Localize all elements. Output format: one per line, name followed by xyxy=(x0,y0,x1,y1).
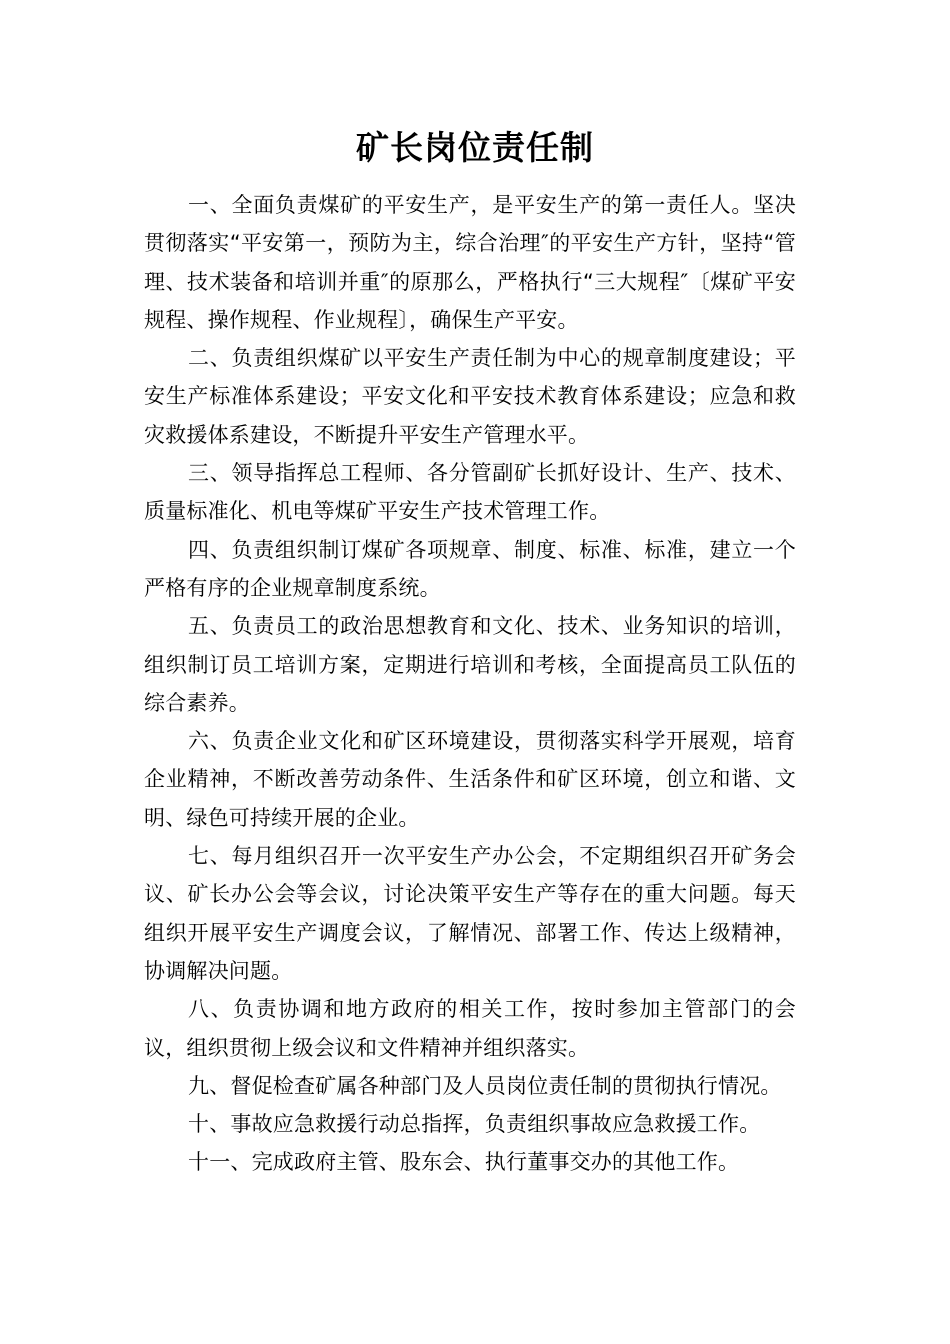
clause-8: 八、负责协调和地方政府的相关工作，按时参加主管部门的会议，组织贯彻上级会议和文件精神并组织落实。 xyxy=(144,997,796,1060)
clause-11: 十一、完成政府主管、股东会、执行董事交办的其他工作。 xyxy=(188,1150,740,1175)
clause-9: 九、督促检查矿属各种部门及人员岗位责任制的贯彻执行情况。 xyxy=(188,1073,782,1098)
clause-1: 一、全面负责煤矿的平安生产，是平安生产的第一责任人。坚决贯彻落实“平安第一，预防为主，综合治理″的平安生产方针，坚持“管理、技术装备和培训并重″的原那么，严格执行“三大规程″〔煤矿平安规程、操作规程、作业规程〕，确保生产平安。 xyxy=(144,193,796,332)
clause-2: 二、负责组织煤矿以平安生产责任制为中心的规章制度建设；平安生产标准体系建设；平安文化和平安技术教育体系建设；应急和救灾救援体系建设，不断提升平安生产管理水平。 xyxy=(144,346,796,447)
clause-6: 六、负责企业文化和矿区环境建设，贯彻落实科学开展观，培育企业精神，不断改善劳动条件、生活条件和矿区环境，创立和谐、文明、绿色可持续开展的企业。 xyxy=(144,729,796,830)
document-title: 矿长岗位责任制 xyxy=(356,128,594,167)
clause-10: 十、事故应急救援行动总指挥，负责组织事故应急救援工作。 xyxy=(188,1112,761,1137)
clause-5: 五、负责员工的政治思想教育和文化、技术、业务知识的培训，组织制订员工培训方案，定期进行培训和考核，全面提高员工队伍的综合素养。 xyxy=(144,614,796,715)
document-body xyxy=(144,186,796,1182)
clause-4: 四、负责组织制订煤矿各项规章、制度、标准、标准，建立一个严格有序的企业规章制度系统。 xyxy=(144,537,796,600)
clause-7: 七、每月组织召开一次平安生产办公会，不定期组织召开矿务会议、矿长办公会等会议，讨论决策平安生产等存在的重大问题。每天组织开展平安生产调度会议，了解情况、部署工作、传达上级精神，协调解决问题。 xyxy=(144,844,796,983)
clause-3: 三、领导指挥总工程师、各分管副矿长抓好设计、生产、技术、质量标准化、机电等煤矿平安生产技术管理工作。 xyxy=(144,461,796,524)
